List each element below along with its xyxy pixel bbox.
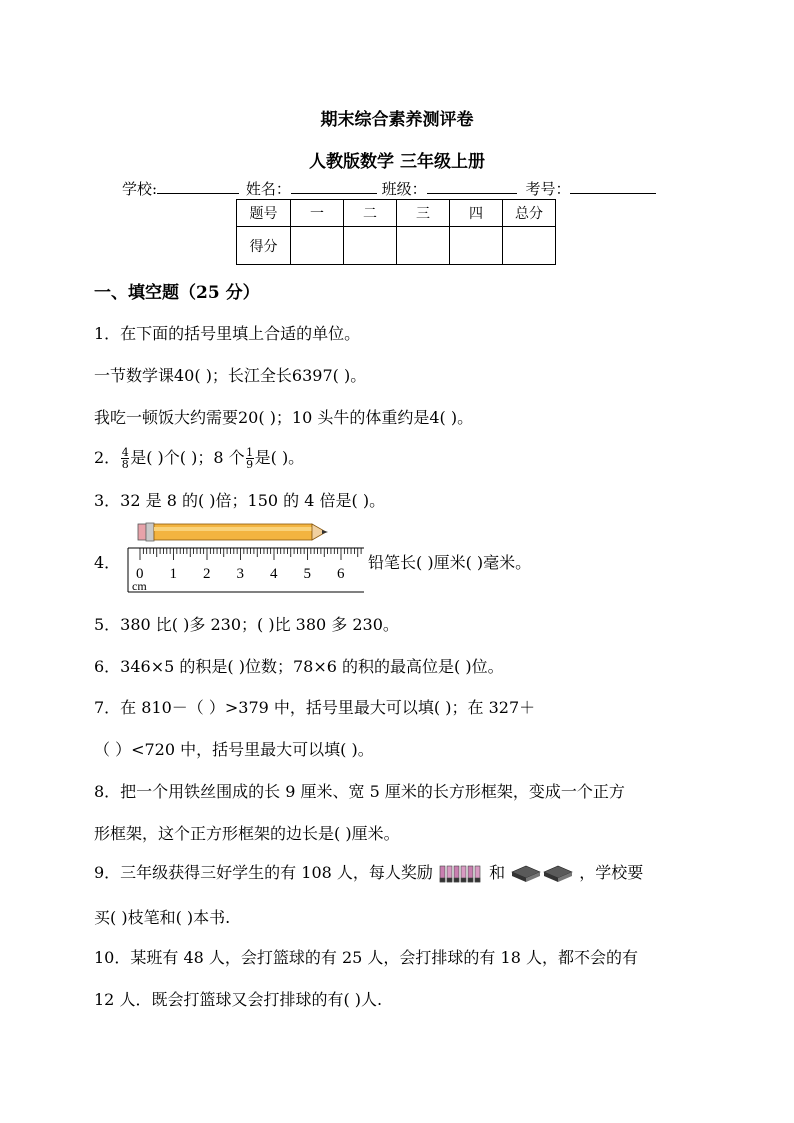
q2-number: 2． [94, 448, 121, 467]
q4-text: 铅笔长( )厘米( )毫米。 [368, 553, 532, 572]
ruler-number: 1 [169, 566, 177, 582]
score-header-cell: 三 [397, 200, 450, 227]
ruler-number: 3 [236, 566, 244, 582]
q8-line-b: 形框架，这个正方形框架的边长是( )厘米。 [94, 824, 400, 843]
frac-den: 9 [246, 458, 254, 471]
ruler-labels [132, 566, 345, 593]
student-info-line [122, 178, 656, 199]
score-cell[interactable] [450, 227, 503, 265]
ruler-number: 6 [337, 566, 345, 582]
ruler-number: 0 [136, 566, 144, 582]
score-cell[interactable] [397, 227, 450, 265]
q10-line-a: 10．某班有 48 人，会打篮球的有 25 人，会打排球的有 18 人，都不会的有 [94, 948, 638, 967]
score-header-cell: 一 [291, 200, 344, 227]
score-cell[interactable] [291, 227, 344, 265]
q8-line-a: 8．把一个用铁丝围成的长 9 厘米、宽 5 厘米的长方形框架，变成一个正方 [94, 782, 625, 801]
ruler-ticks [140, 548, 361, 560]
ruler-unit: cm [132, 579, 147, 593]
pencil-icon [138, 523, 328, 541]
q9-text-2: 和 [489, 863, 506, 882]
q10-line-b: 12 人．既会打篮球又会打排球的有( )人. [94, 990, 383, 1009]
ruler-number: 2 [203, 566, 211, 582]
name-blank[interactable] [291, 179, 377, 194]
q1-intro: 1．在下面的括号里填上合适的单位。 [94, 324, 361, 343]
ruler-number: 4 [270, 566, 278, 582]
exam-subtitle: 人教版数学 三年级上册 [309, 152, 485, 172]
score-header-cell: 题号 [237, 200, 291, 227]
score-cell[interactable] [503, 227, 556, 265]
q9-line-b: 买( )枝笔和( )本书. [94, 908, 231, 927]
score-cell[interactable] [344, 227, 397, 265]
score-header-cell: 二 [344, 200, 397, 227]
fraction-4-8 [121, 447, 129, 470]
ruler-number: 5 [303, 566, 311, 582]
score-header-cell: 四 [450, 200, 503, 227]
q4-number: 4． [94, 553, 121, 572]
name-label: 姓名： [245, 180, 291, 198]
q2 [94, 445, 304, 470]
ruler-icon [128, 548, 364, 592]
q7-line-b: （ ）<720 中，括号里最大可以填( )。 [94, 740, 374, 759]
score-row-label: 得分 [237, 227, 291, 265]
frac-num: 1 [246, 446, 254, 459]
q6: 6．346×5 的积是( )位数；78×6 的积的最高位是( )位。 [94, 657, 504, 676]
class-blank[interactable] [427, 179, 517, 194]
frac-num: 4 [121, 446, 129, 459]
exam-title: 期末综合素养测评卷 [320, 110, 474, 130]
fraction-1-9 [246, 447, 254, 470]
q9-text-3: ，学校要 [579, 863, 644, 882]
q7-line-a: 7．在 810－（ ）>379 中，括号里最大可以填( )；在 327＋ [94, 698, 536, 717]
q9-line-a [94, 860, 643, 885]
pencils-icon [438, 863, 484, 885]
exam-no-blank[interactable] [570, 179, 656, 194]
score-header-cell: 总分 [503, 200, 556, 227]
q5: 5．380 比( )多 230；( )比 380 多 230。 [94, 615, 399, 634]
school-label: 学校: [122, 180, 158, 198]
score-table [236, 199, 556, 265]
q9-text-1: 9．三年级获得三好学生的有 108 人，每人奖励 [94, 863, 433, 882]
pencil-ruler-figure [126, 520, 366, 594]
frac-den: 8 [121, 458, 129, 471]
book-icon [510, 863, 574, 885]
class-label: 班级： [381, 180, 427, 198]
exam-no-label: 考号： [525, 180, 571, 198]
q1-line-b: 我吃一顿饭大约需要20( )；10 头牛的体重约是4( )。 [94, 408, 474, 427]
school-blank[interactable] [157, 179, 239, 194]
q2-text-2: 是( )。 [254, 448, 305, 467]
q2-text-1: 是( )个( )；8 个 [130, 448, 245, 467]
q3: 3．32 是 8 的( )倍；150 的 4 倍是( )。 [94, 491, 386, 510]
q1-line-a: 一节数学课40( )；长江全长6397( )。 [94, 366, 367, 385]
section-1-title: 一、填空题（25 分） [94, 283, 260, 303]
